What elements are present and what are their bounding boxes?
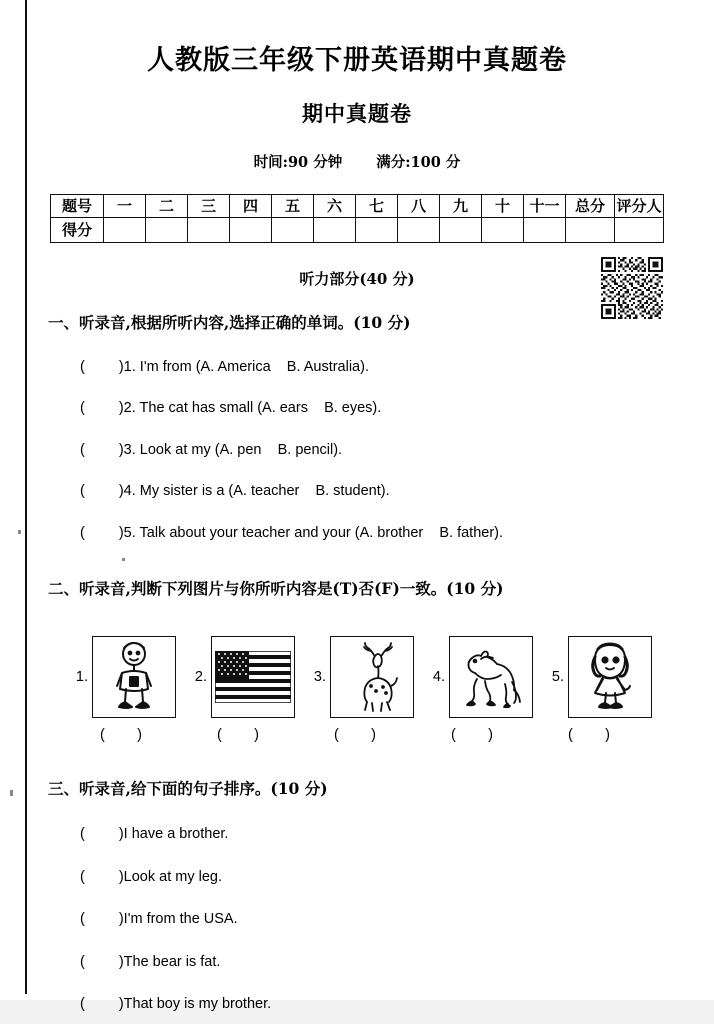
picture-answer-blank-2[interactable]: ( ): [217, 727, 259, 744]
score-table-row-label-score: 得分: [51, 217, 104, 242]
list-item: [0, 884, 714, 927]
list-item: [0, 927, 714, 970]
answer-paren-open: (: [80, 868, 85, 885]
answer-paren-open: (: [80, 483, 85, 500]
page-subtitle: 期中真题卷: [302, 100, 412, 126]
picture-number-3: 3.: [313, 669, 326, 686]
question-text: )1. I'm from (A. America B. Australia).: [118, 358, 369, 375]
score-table-col-1: 一: [104, 194, 146, 217]
list-item: [0, 799, 714, 842]
score-table-col-5: 五: [272, 194, 314, 217]
score-table-col-11: 十一: [524, 194, 566, 217]
score-cell-10[interactable]: [482, 217, 524, 242]
time-label: 时间:90 分钟: [253, 153, 343, 171]
answer-paren-open: (: [80, 953, 85, 970]
question-text: )The bear is fat.: [118, 953, 221, 970]
list-item: [0, 499, 714, 541]
picture-number-1: 1.: [75, 669, 88, 686]
list-item: [0, 333, 714, 375]
table-row-headers: [51, 194, 664, 217]
list-item: [0, 416, 714, 458]
list-item: [0, 457, 714, 499]
score-table: [50, 194, 664, 243]
score-table-wrapper: [50, 194, 664, 243]
answer-paren-open: (: [80, 524, 85, 541]
picture-cell-1: [68, 636, 176, 718]
exam-meta: [0, 128, 714, 172]
score-table-col-grader: 评分人: [615, 194, 664, 217]
score-table-col-10: 十: [482, 194, 524, 217]
score-table-col-8: 八: [398, 194, 440, 217]
score-cell-grader[interactable]: [615, 217, 664, 242]
picture-answer-blank-4[interactable]: ( ): [451, 727, 493, 744]
score-cell-7[interactable]: [356, 217, 398, 242]
list-item: [0, 969, 714, 1012]
picture-answer-blank-3[interactable]: ( ): [334, 727, 376, 744]
score-cell-total[interactable]: [566, 217, 615, 242]
score-table-row-label-question: 题号: [51, 194, 104, 217]
question-text: )Look at my leg.: [118, 868, 223, 885]
boy-standing-icon: [92, 636, 176, 718]
answer-paren-open: (: [80, 358, 85, 375]
picture-number-5: 5.: [551, 669, 564, 686]
page-title: 人教版三年级下册英语期中真题卷: [147, 45, 567, 76]
picture-answer-blank-1[interactable]: ( ): [100, 727, 142, 744]
section-3-questions: [0, 799, 714, 1012]
question-text: )4. My sister is a (A. teacher B. student).: [118, 483, 390, 500]
question-text: )5. Talk about your teacher and your (A. brother B. father).: [118, 524, 504, 541]
answer-paren-open: (: [80, 911, 85, 928]
question-text: )That boy is my brother.: [118, 996, 272, 1013]
question-text: )3. Look at my (A. pen B. pencil).: [118, 441, 343, 458]
score-cell-4[interactable]: [230, 217, 272, 242]
score-cell-3[interactable]: [188, 217, 230, 242]
score-cell-8[interactable]: [398, 217, 440, 242]
answer-paren-open: (: [80, 400, 85, 417]
answer-paren-open: (: [80, 441, 85, 458]
score-table-col-total: 总分: [566, 194, 615, 217]
score-table-col-6: 六: [314, 194, 356, 217]
picture-number-4: 4.: [432, 669, 445, 686]
score-cell-1[interactable]: [104, 217, 146, 242]
list-item: [0, 374, 714, 416]
full-score-label: 满分:100 分: [376, 153, 461, 171]
picture-answers-row: [0, 727, 714, 743]
picture-cell-3: [306, 636, 414, 718]
picture-number-2: 2.: [194, 669, 207, 686]
picture-cell-4: [425, 636, 533, 718]
section-1-questions: [0, 333, 714, 541]
picture-cell-5: [544, 636, 652, 718]
score-cell-9[interactable]: [440, 217, 482, 242]
usa-flag-icon: [211, 636, 295, 718]
picture-row: [0, 636, 714, 718]
section-heading-2: 二、听录音,判断下列图片与你所听内容是(T)否(F)一致。(10 分): [48, 579, 504, 599]
list-item: [0, 842, 714, 885]
score-table-col-9: 九: [440, 194, 482, 217]
question-text: )I have a brother.: [118, 826, 229, 843]
qr-code[interactable]: [601, 257, 663, 319]
score-table-col-3: 三: [188, 194, 230, 217]
deer-icon: [330, 636, 414, 718]
answer-paren-open: (: [80, 826, 85, 843]
score-cell-11[interactable]: [524, 217, 566, 242]
listening-part-title: 听力部分(40 分): [299, 269, 415, 288]
horse-icon: [449, 636, 533, 718]
question-text: )2. The cat has small (A. ears B. eyes).: [118, 400, 382, 417]
section-heading-3: 三、听录音,给下面的句子排序。(10 分): [48, 779, 328, 799]
table-row-scores: [51, 217, 664, 242]
score-cell-2[interactable]: [146, 217, 188, 242]
picture-answer-blank-5[interactable]: ( ): [568, 727, 610, 744]
score-cell-6[interactable]: [314, 217, 356, 242]
score-table-col-7: 七: [356, 194, 398, 217]
answer-paren-open: (: [80, 996, 85, 1013]
girl-icon: [568, 636, 652, 718]
section-heading-1: 一、听录音,根据所听内容,选择正确的单词。(10 分): [48, 312, 411, 332]
picture-cell-2: [187, 636, 295, 718]
question-text: )I'm from the USA.: [118, 911, 238, 928]
score-table-col-4: 四: [230, 194, 272, 217]
score-table-col-2: 二: [146, 194, 188, 217]
score-cell-5[interactable]: [272, 217, 314, 242]
